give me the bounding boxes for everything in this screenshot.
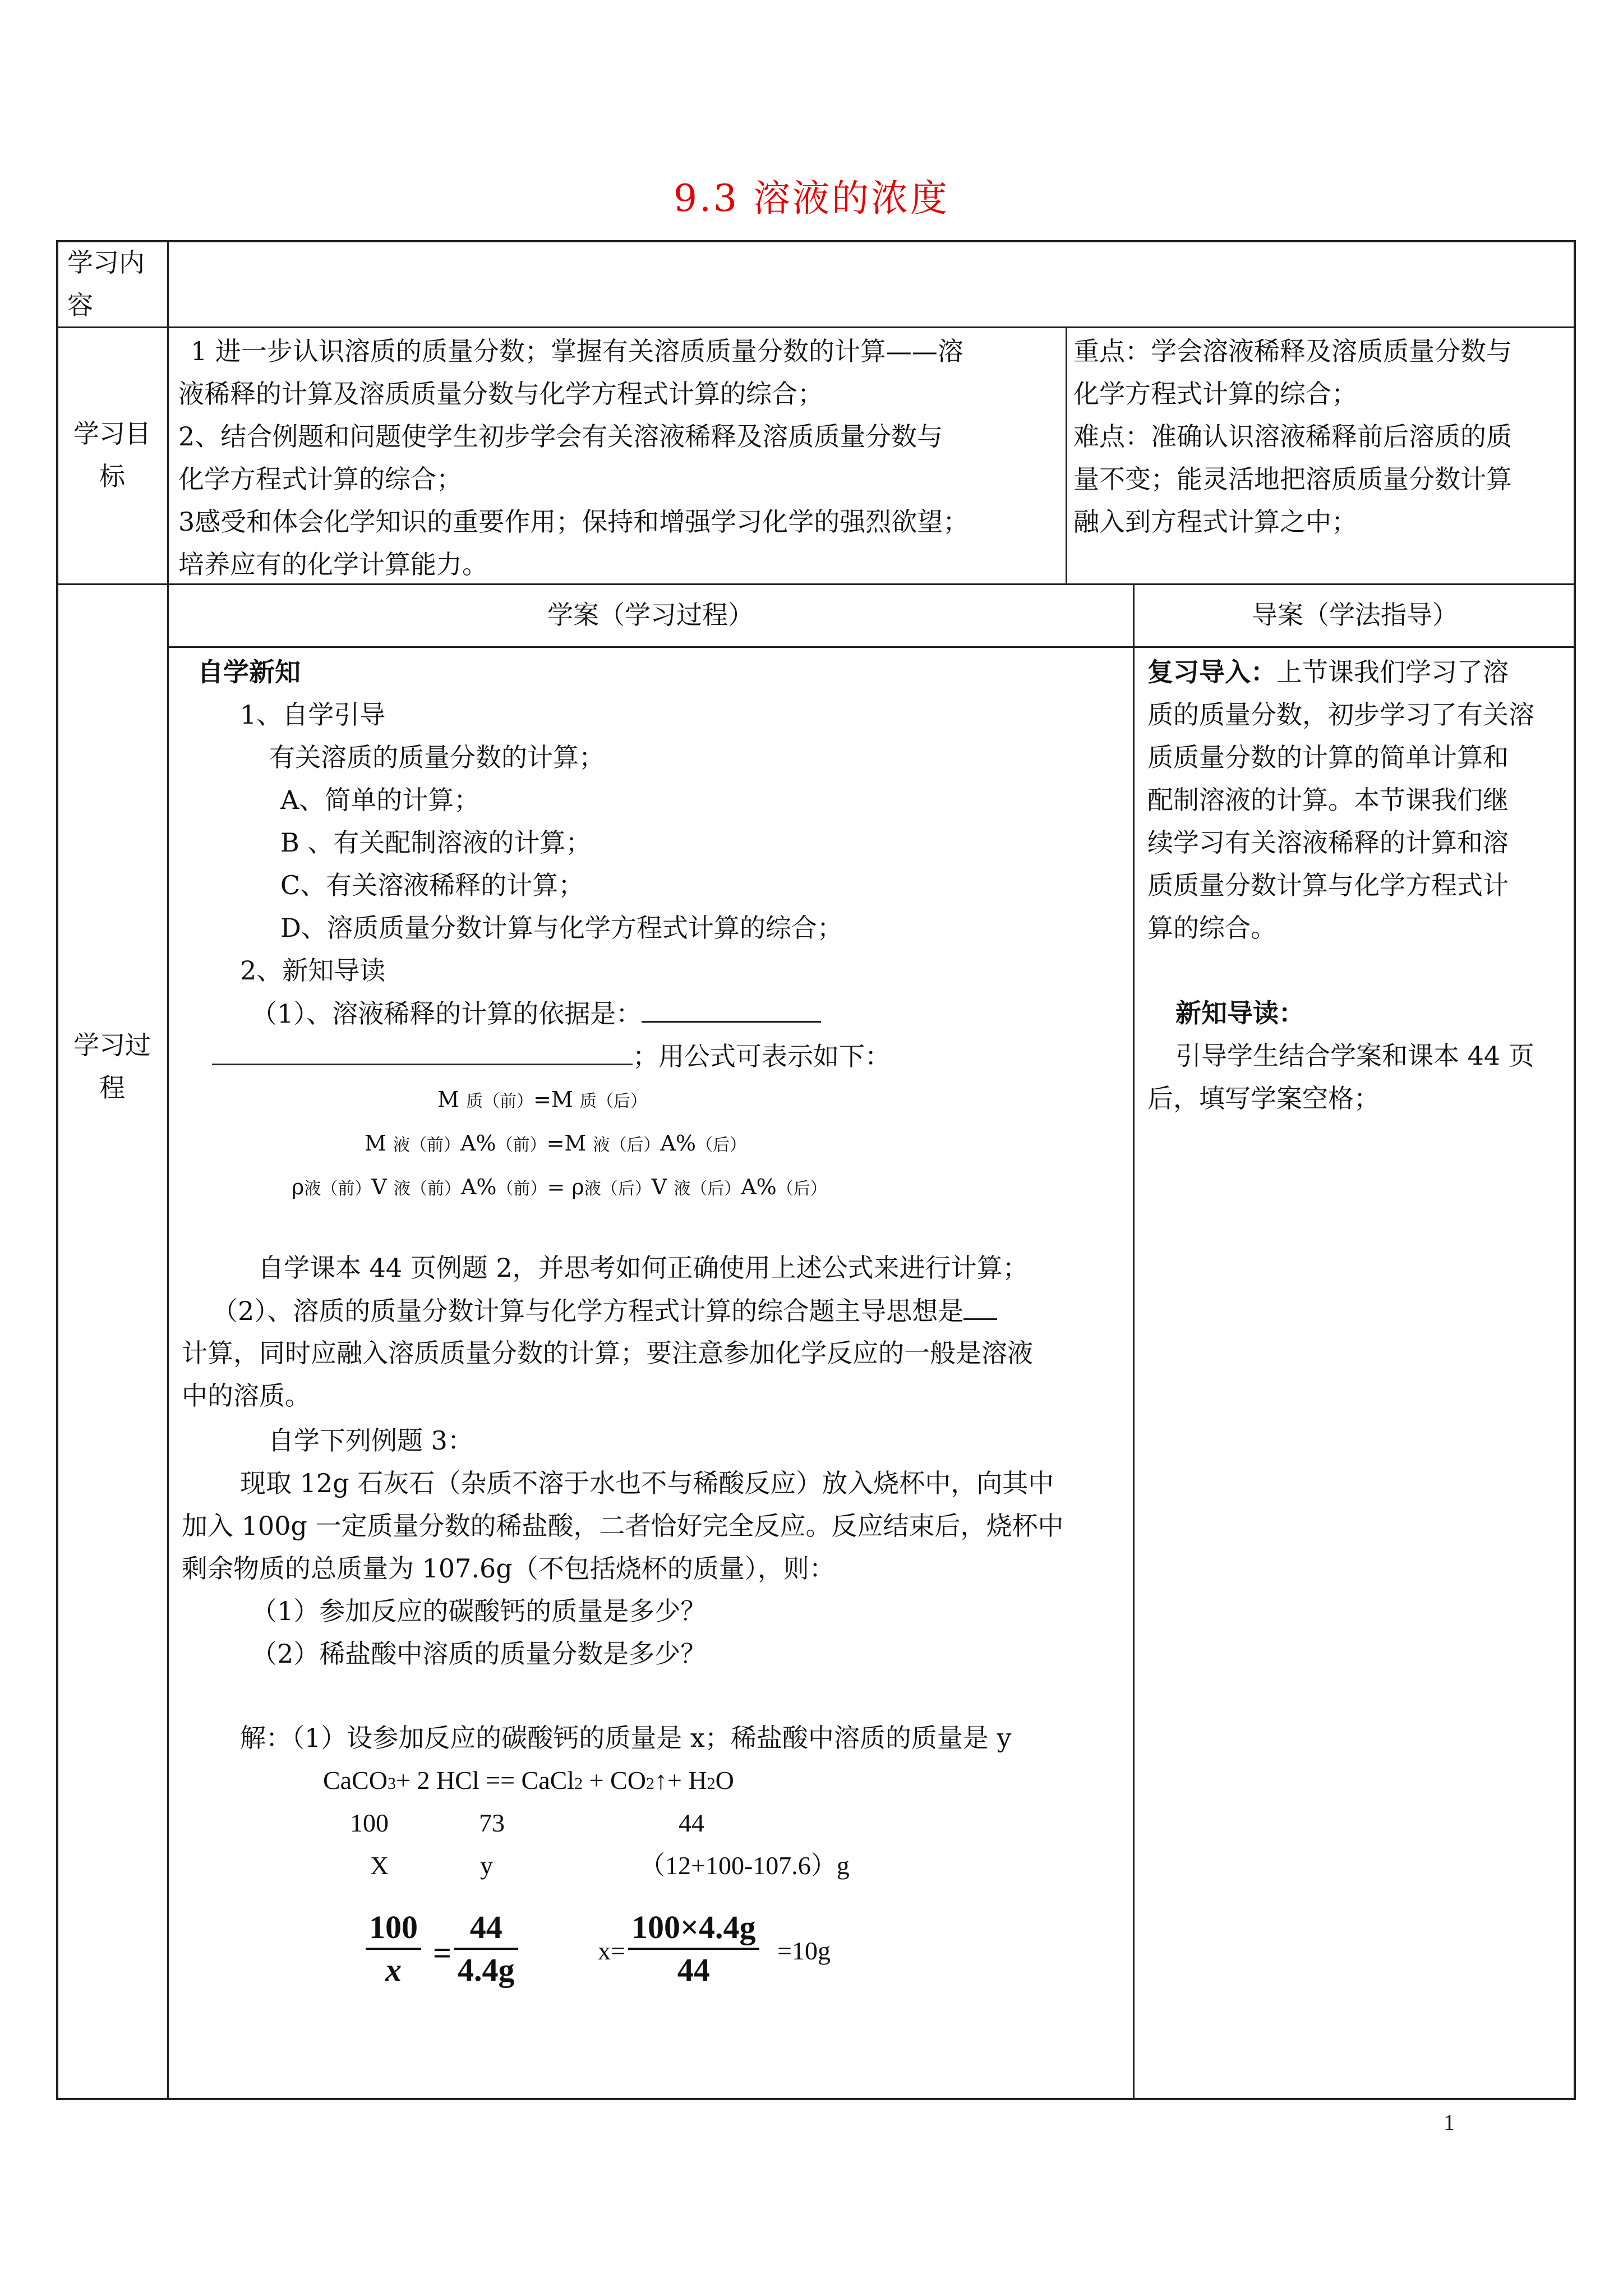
review-line: 算的综合。 <box>1147 913 1276 943</box>
formula-density: ρ液（前）V 液（前）A%（前）= ρ液（后）V 液（后）A%（后） <box>292 1175 827 1199</box>
x-label: x= <box>598 1936 625 1965</box>
page-number: 1 <box>1444 2110 1455 2135</box>
molar-mass-hcl: 73 <box>479 1809 505 1837</box>
answer-blank[interactable] <box>963 1289 997 1320</box>
goal-line: 3感受和体会化学知识的重要作用；保持和增强学习化学的强烈欲望； <box>178 507 969 537</box>
unknown-y: y <box>480 1851 493 1880</box>
fraction-result <box>628 1907 759 1990</box>
label-goals: 学习目标 <box>73 418 151 491</box>
formula-mass: M 质（前）=M 质（后） <box>437 1087 647 1112</box>
header-divider <box>167 646 1576 648</box>
label-content: 学习内容 <box>67 247 145 320</box>
fraction-numerator: 100×4.4g <box>631 1909 756 1945</box>
formula-solution-mass: M 液（前）A%（前）=M 液（后）A%（后） <box>365 1131 746 1156</box>
list-item: D、溶质质量分数计算与化学方程式计算的综合； <box>280 913 843 943</box>
equals-sign: = <box>433 1935 452 1971</box>
review-text: 上节课我们学习了溶 <box>1276 657 1509 687</box>
fraction-numerator: 100 <box>369 1909 418 1945</box>
subsection-text: 有关溶质的质量分数的计算； <box>269 742 605 772</box>
row-divider <box>56 326 1576 328</box>
question-one-text: （1）、溶液稀释的计算的依据是： <box>251 999 642 1029</box>
review-line: 质质量分数的计算的简单计算和 <box>1147 742 1509 772</box>
example-three-title: 自学下列例题 3： <box>268 1425 473 1456</box>
answer-blank[interactable] <box>642 992 821 1023</box>
guide-column-divider <box>1133 583 1135 2100</box>
review-line: 配制溶液的计算。本节课我们继 <box>1147 785 1509 815</box>
question-two-text: （2）、溶质的质量分数计算与化学方程式计算的综合题主导思想是 <box>212 1296 964 1326</box>
chemical-equation: CaCO3+ 2 HCl == CaCl2 + CO2↑+ H2O <box>323 1766 734 1795</box>
subsection-title: 1、自学引导 <box>240 700 386 730</box>
goal-line: 液稀释的计算及溶质质量分数与化学方程式计算的综合； <box>178 379 823 409</box>
molar-mass-co2: 44 <box>679 1809 704 1837</box>
question-one <box>251 992 821 1035</box>
fraction-numerator: 44 <box>469 1909 502 1945</box>
unknown-x: X <box>370 1851 389 1880</box>
sub-question: （2）稀盐酸中溶质的质量分数是多少？ <box>251 1639 707 1669</box>
page-title: 9.3 溶液的浓度 <box>674 177 949 220</box>
review-line: 续学习有关溶液稀释的计算和溶 <box>1147 827 1509 858</box>
question-two-line: 计算，同时应融入溶质质量分数的计算；要注意参加化学反应的一般是溶液 <box>182 1338 1033 1368</box>
goal-line: 化学方程式计算的综合； <box>178 464 462 494</box>
review-line: 质的质量分数，初步学习了有关溶 <box>1147 700 1534 730</box>
answer-blank[interactable] <box>212 1034 633 1065</box>
fraction-denominator: x <box>385 1952 402 1988</box>
goal-line: 2、结合例题和问题使学生初步学会有关溶液稀释及溶质质量分数与 <box>178 421 943 452</box>
problem-line: 现取 12g 石灰石（杂质不溶于水也不与稀酸反应）放入烧杯中，向其中 <box>240 1468 1054 1498</box>
difficulty-line: 量不变；能灵活地把溶质质量分数计算 <box>1073 464 1512 494</box>
label-process: 学习过程 <box>73 1030 151 1103</box>
list-item: A、简单的计算； <box>280 785 480 815</box>
problem-line: 加入 100g 一定质量分数的稀盐酸，二者恰好完全反应。反应结束后，烧杯中 <box>182 1511 1064 1541</box>
solution-setup: 解：（1）设参加反应的碳酸钙的质量是 x；稀盐酸中溶质的质量是 y <box>240 1723 1012 1753</box>
list-item: B 、有关配制溶液的计算； <box>280 827 592 858</box>
molar-mass-caco3: 100 <box>350 1809 389 1837</box>
question-one-continued <box>212 1034 891 1078</box>
question-two-line: 中的溶质。 <box>182 1381 311 1411</box>
fraction-denominator: 44 <box>677 1952 710 1988</box>
study-case-header: 学案（学习过程） <box>547 600 754 630</box>
subsection-title: 2、新知导读 <box>240 955 386 986</box>
goal-line: 培养应有的化学计算能力。 <box>178 549 488 579</box>
co2-mass-expression: （12+100-107.6）g <box>639 1851 850 1880</box>
new-reading-line: 引导学生结合学案和课本 44 页 <box>1175 1041 1534 1071</box>
example-two-note: 自学课本 44 页例题 2，并思考如何正确使用上述公式来进行计算； <box>258 1253 1029 1283</box>
label-column-divider <box>167 240 169 2100</box>
key-point-line: 重点：学会溶液稀释及溶质质量分数与 <box>1073 336 1512 366</box>
sub-question: （1）参加反应的碳酸钙的质量是多少？ <box>251 1596 707 1626</box>
guide-case-header: 导案（学法指导） <box>1252 600 1458 630</box>
review-intro <box>1147 651 1509 693</box>
fraction-100-over-x <box>366 1907 421 1990</box>
question-one-tail: ；用公式可表示如下： <box>633 1041 891 1071</box>
difficulty-line: 难点：准确认识溶液稀释前后溶质的质 <box>1073 421 1512 452</box>
goal-line: 1 进一步认识溶质的质量分数；掌握有关溶质质量分数的计算——溶 <box>191 336 963 366</box>
review-title: 复习导入： <box>1147 657 1276 687</box>
question-two <box>212 1289 997 1332</box>
x-result: =10g <box>777 1936 831 1965</box>
fraction-denominator: 4.4g <box>458 1952 515 1988</box>
difficulty-line: 融入到方程式计算之中； <box>1073 507 1357 537</box>
goal-column-divider <box>1066 326 1067 583</box>
section-heading: 自学新知 <box>197 657 301 687</box>
review-line: 质质量分数计算与化学方程式计 <box>1147 870 1509 900</box>
new-reading-line: 后，填写学案空格； <box>1147 1083 1380 1114</box>
key-point-line: 化学方程式计算的综合； <box>1073 379 1357 409</box>
list-item: C、有关溶液稀释的计算； <box>280 870 584 900</box>
problem-line: 剩余物质的总质量为 107.6g（不包括烧杯的质量），则： <box>182 1553 835 1584</box>
fraction-44-over-4.4g <box>454 1907 518 1990</box>
new-reading-title: 新知导读： <box>1175 998 1304 1028</box>
